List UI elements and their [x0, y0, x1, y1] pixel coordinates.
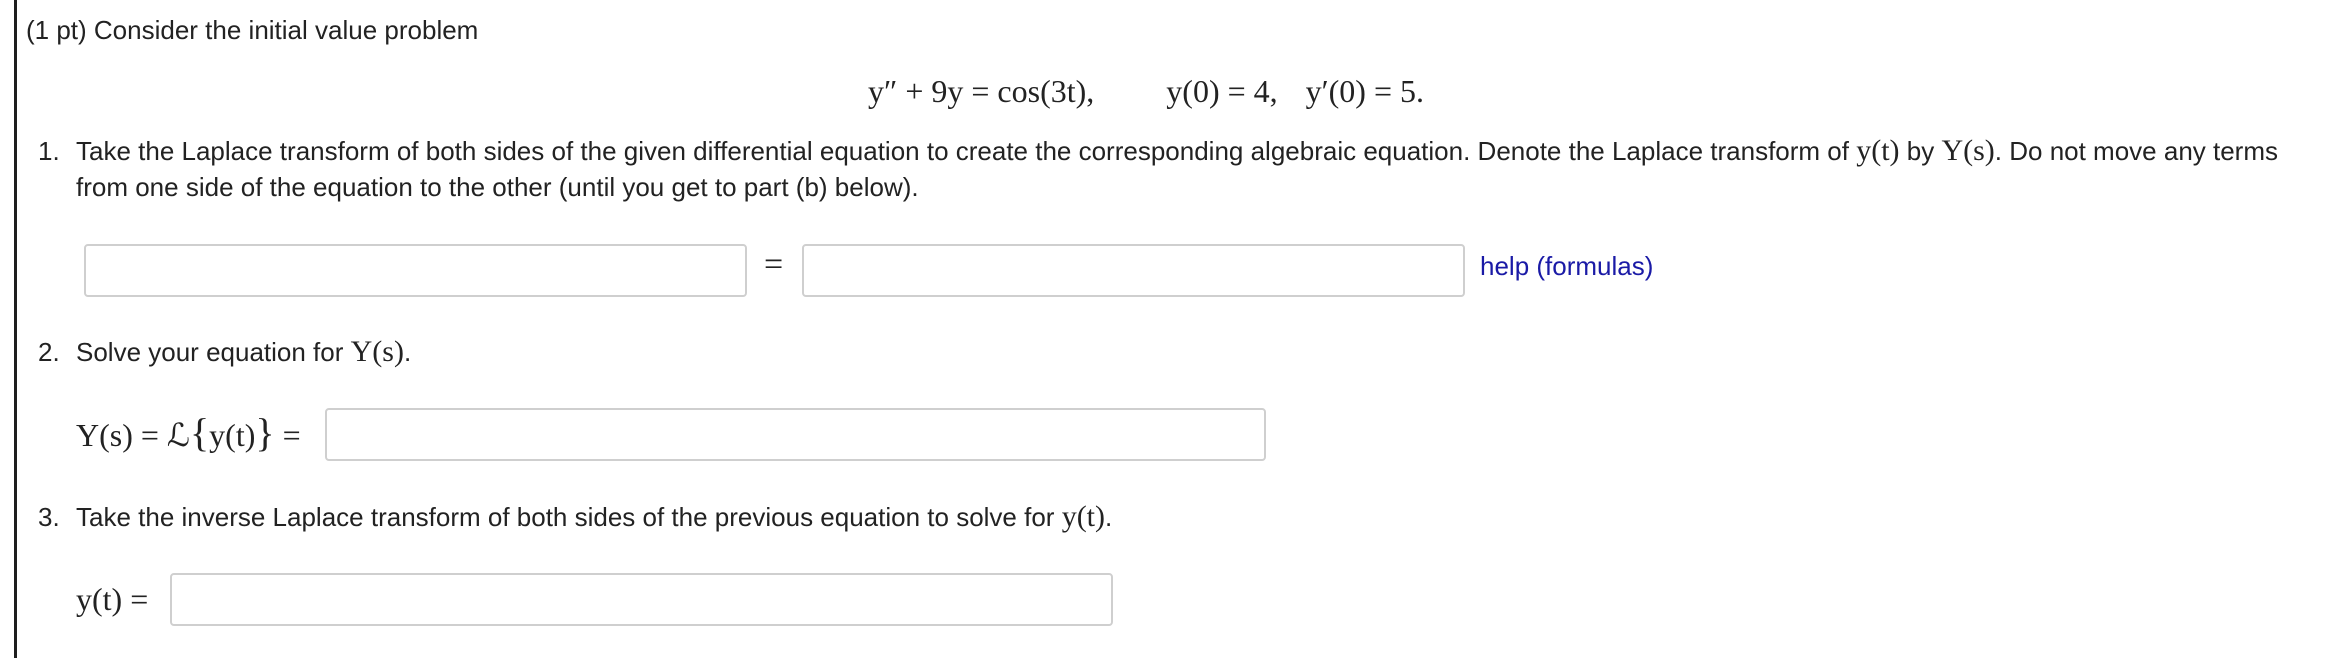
part3-text: Take the inverse Laplace transform of both sides of the previous equation to solve for	[76, 502, 1062, 532]
part3-instructions	[76, 499, 1112, 535]
Y-of-s-input[interactable]	[325, 408, 1266, 461]
part1-number: 1.	[38, 136, 60, 166]
brace-close: }	[255, 410, 275, 455]
y-of-t-inner: y(t)	[209, 417, 256, 453]
part2-instructions	[76, 334, 411, 370]
problem-intro: (1 pt) Consider the initial value problem	[26, 15, 479, 45]
part1-text-a: Take the Laplace transform of both sides of the given differential equation to create the corresponding algebraic equation. Denote the Laplace transform of	[76, 136, 1857, 166]
part3-text-end: .	[1105, 502, 1113, 532]
part2-number: 2.	[38, 337, 60, 367]
part2-Y-of-s: Y(s)	[350, 335, 404, 368]
Y-of-s-label	[76, 408, 301, 460]
part2-text: Solve your equation for	[76, 337, 351, 367]
part3-number: 3.	[38, 502, 60, 532]
ivp-equation	[868, 68, 1424, 114]
help-formulas-link[interactable]: help (formulas)	[1480, 251, 1654, 281]
part3-y-of-t: y(t)	[1061, 500, 1106, 533]
equals-sign: =	[764, 246, 784, 283]
part1-text-c: . Do not move any terms	[1994, 136, 2279, 166]
y-of-t-input[interactable]	[170, 573, 1113, 626]
y-of-t-label: y(t) =	[76, 581, 149, 617]
part2-text-end: .	[403, 337, 412, 367]
part1-instructions	[76, 133, 2336, 205]
part1-text-b: by	[1899, 136, 1942, 166]
initial-condition-y: y(0) = 4,	[1166, 73, 1278, 109]
differential-equation: y″ + 9y = cos(3t),	[868, 73, 1095, 109]
part1-Y-of-s: Y(s)	[1941, 134, 1995, 167]
brace-open: {	[189, 410, 210, 455]
Y-laplace-label: Y(s) = ℒ	[76, 417, 190, 453]
initial-condition-yprime: y′(0) = 5.	[1305, 73, 1424, 109]
laplace-rhs-input[interactable]	[802, 244, 1465, 297]
part1-text-d: from one side of the equation to the other (until you get to part (b) below).	[76, 172, 919, 202]
part1-y-of-t: y(t)	[1856, 134, 1900, 167]
Y-equals: =	[274, 417, 301, 453]
laplace-lhs-input[interactable]	[84, 244, 747, 297]
